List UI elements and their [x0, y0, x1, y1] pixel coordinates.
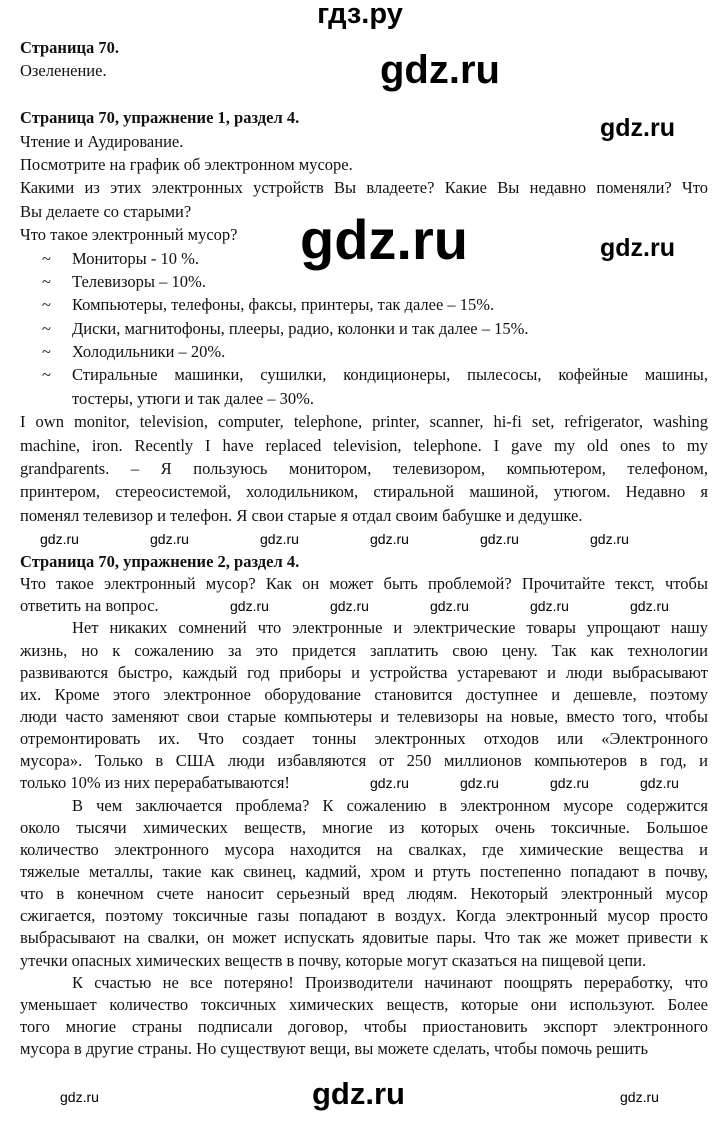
text-line: Что такое электронный мусор? Как он может быть проблемой? Прочитайте текст, чтобы	[20, 574, 708, 594]
paragraph-line: развиваются быстро, каждый год приборы и устройства устаревают и люди выбрасывают	[20, 662, 708, 682]
exercise-2-heading: Страница 70, упражнение 2, раздел 4.	[20, 552, 300, 571]
answer-line: поменял телевизор и телефон. Я свои старые я отдал своим бабушке и дедушке.	[20, 505, 583, 525]
watermark-small: gdz.ru	[590, 531, 629, 547]
paragraph-line: тяжелые металлы, такие как свинец, кадмий, хром и ртуть постепенно попадают в почву,	[20, 861, 708, 881]
text-line: Какими из этих электронных устройств Вы владеете? Какие Вы недавно поменяли? Что	[20, 178, 708, 198]
watermark: gdz.ru	[300, 208, 468, 271]
text-line: Чтение и Аудирование.	[20, 131, 184, 151]
watermark-small: gdz.ru	[230, 598, 269, 614]
paragraph-line: К счастью не все потеряно! Производители начинают поощрять переработку, что	[72, 972, 708, 992]
text-line: Что такое электронный мусор?	[20, 225, 238, 245]
answer-line: принтером, стереосистемой, холодильником, стиральной машиной, утюгом. Недавно я	[20, 482, 708, 502]
section-exercise-2	[20, 551, 708, 1060]
paragraph-line: количество электронного мусора находится на свалках, где химические вещества и	[20, 839, 708, 859]
watermark-small: gdz.ru	[60, 1089, 99, 1105]
tilde-bullet-icon: ~	[42, 365, 51, 385]
list-item: ~ Телевизоры – 10%.	[20, 270, 206, 293]
tilde-bullet-icon: ~	[42, 248, 51, 268]
tilde-bullet-icon: ~	[42, 271, 51, 291]
section-text: Озеленение.	[20, 61, 107, 81]
watermark-small: gdz.ru	[620, 1089, 659, 1105]
paragraph-line: жизнь, но к сожалению за это придется заплатить свою цену. Так как технологии	[20, 640, 708, 660]
exercise-1-heading: Страница 70, упражнение 1, раздел 4.	[20, 108, 300, 128]
paragraph-line: их. Кроме этого электронное оборудование становится доступнее и дешевле, поэтому	[20, 684, 708, 704]
paragraph-line: отремонтировать их. Что создает тонны электронных отходов или «Электронного	[20, 729, 708, 749]
paragraph-line: мусора». Только в США люди избавляются от 250 миллионов компьютеров в год, и	[20, 751, 708, 771]
answer-line: grandparents. – Я пользуюсь монитором, телевизором, компьютером, телефоном,	[20, 459, 708, 479]
list-item: ~ Компьютеры, телефоны, факсы, принтеры, так далее – 15%.	[20, 293, 494, 316]
watermark-small: gdz.ru	[480, 531, 519, 547]
paragraph-line: мусора в другие страны. Но существуют вещи, вы можете сделать, чтобы помочь решить	[20, 1039, 648, 1059]
text-line: ответить на вопрос.	[20, 596, 159, 616]
watermark-small: gdz.ru	[40, 531, 79, 547]
watermark-small: gdz.ru	[150, 531, 189, 547]
list-item: ~ Стиральные машинки, сушилки, кондиционеры, пылесосы, кофейные машины,	[20, 363, 708, 386]
paragraph-line: выбрасывают на свалки, он может испускать ядовитые пары. Что так же может привести к	[20, 928, 708, 948]
watermark-small: gdz.ru	[430, 598, 469, 614]
section-heading: Страница 70.	[20, 38, 119, 57]
watermark: gdz.ru	[380, 48, 500, 92]
watermark-small: gdz.ru	[330, 598, 369, 614]
list-item: ~ Мониторы - 10 %.	[20, 247, 199, 270]
watermark: gdz.ru	[600, 234, 675, 262]
answer-line: machine, iron. Recently I have replaced television, telephone. I gave my old ones to my	[20, 435, 708, 455]
answer-line: I own monitor, television, computer, telephone, printer, scanner, hi-fi set, refrigerator, washing	[20, 412, 708, 432]
paragraph-line: около тысячи химических веществ, многие из которых очень токсичные. Большое	[20, 817, 708, 837]
watermark-small: gdz.ru	[370, 775, 409, 791]
list-item: ~ Холодильники – 20%.	[20, 340, 225, 363]
paragraph-line: только 10% из них перерабатываются!	[20, 773, 290, 793]
watermark-small: gdz.ru	[460, 775, 499, 791]
paragraph-line: того многие страны подписали договор, чтобы приостановить экспорт электронного	[20, 1016, 708, 1036]
tilde-bullet-icon: ~	[42, 318, 51, 338]
paragraph-line: В чем заключается проблема? К сожалению в электронном мусоре содержится	[72, 795, 708, 815]
site-title[interactable]: гдз.ру	[317, 0, 403, 30]
paragraph-line: сжигается, поэтому токсичные газы попадают в воздух. Когда электронный мусор просто	[20, 906, 708, 926]
watermark-small: gdz.ru	[260, 531, 299, 547]
watermark-small: gdz.ru	[530, 598, 569, 614]
list-item-continuation: тостеры, утюги и так далее – 30%.	[72, 388, 315, 408]
watermark-small: gdz.ru	[640, 775, 679, 791]
text-line: Вы делаете со старыми?	[20, 201, 192, 221]
watermark-small: gdz.ru	[370, 531, 409, 547]
tilde-bullet-icon: ~	[42, 295, 51, 315]
tilde-bullet-icon: ~	[42, 342, 51, 362]
watermark-small: gdz.ru	[630, 598, 669, 614]
watermark: gdz.ru	[600, 114, 675, 142]
section-page-70	[20, 36, 708, 527]
paragraph-line: люди часто заменяют свои старые компьютеры и телевизоры на новые, вместо того, чтобы	[20, 706, 708, 726]
text-line: Посмотрите на график об электронном мусоре.	[20, 154, 353, 174]
watermark-small: gdz.ru	[550, 775, 589, 791]
paragraph-line: утечки опасных химических веществ в почву, которые могут сказаться на пищевой цепи.	[20, 950, 647, 970]
list-item: ~ Диски, магнитофоны, плееры, радио, колонки и так далее – 15%.	[20, 317, 528, 340]
paragraph-line: уменьшает количество токсичных химических веществ, которые они используют. Более	[20, 994, 708, 1014]
watermark: gdz.ru	[312, 1076, 405, 1111]
paragraph-line: Нет никаких сомнений что электронные и электрические товары упрощают нашу	[72, 618, 708, 638]
paragraph-line: что в конечном счете наносит серьезный вред людям. Некоторый электронный мусор	[20, 884, 708, 904]
